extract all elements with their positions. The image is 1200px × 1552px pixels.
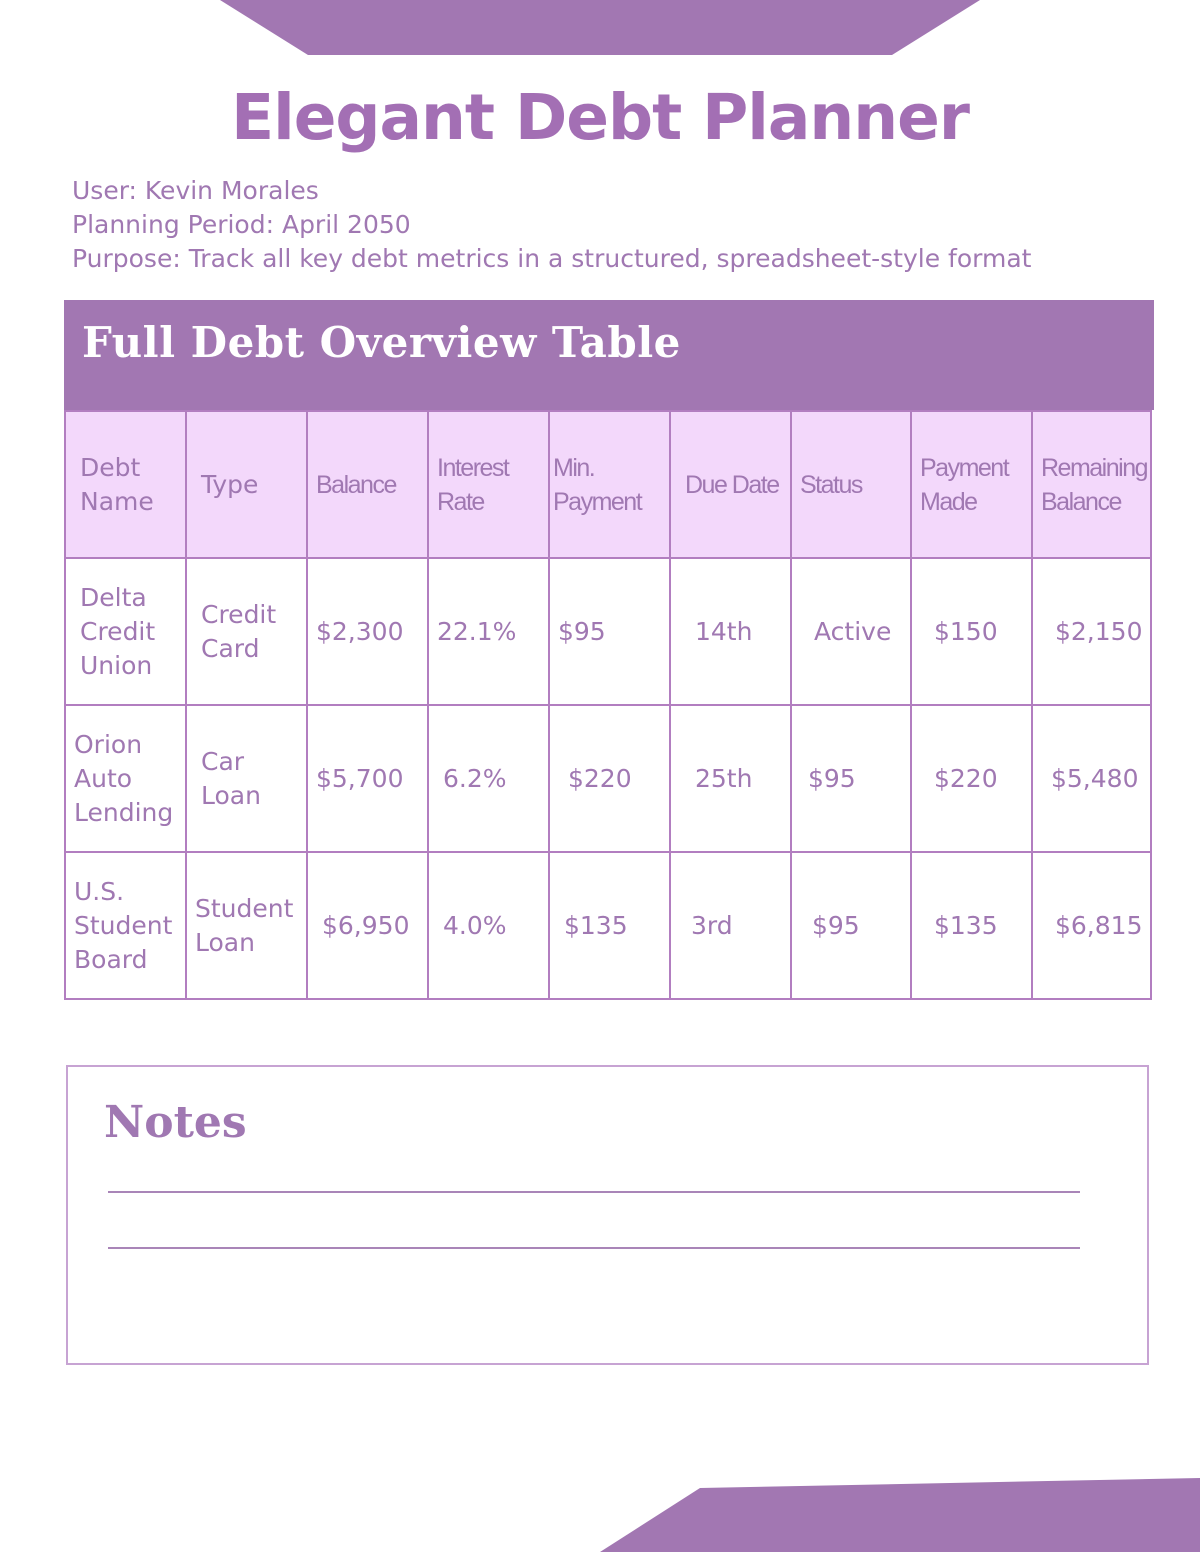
cell-balance: $6,950 (307, 852, 428, 999)
cell-debt-name: Orion Auto Lending (65, 705, 186, 852)
notes-title: Notes (104, 1097, 247, 1148)
cell-interest-rate: 6.2% (428, 705, 549, 852)
table-row (65, 705, 1151, 852)
cell-balance: $2,300 (307, 558, 428, 705)
table-title-banner (64, 300, 1154, 410)
cell-due-date: 14th (670, 558, 791, 705)
cell-balance: $5,700 (307, 705, 428, 852)
cell-min-payment: $95 (549, 558, 670, 705)
cell-due-date: 3rd (670, 852, 791, 999)
header-min-payment: Min. Payment (549, 411, 670, 558)
cell-interest-rate: 4.0% (428, 852, 549, 999)
cell-type: Credit Card (186, 558, 307, 705)
planner-meta (72, 174, 1031, 276)
bottom-decorative-banner (600, 1478, 1200, 1552)
cell-status: $95 (791, 852, 911, 999)
cell-debt-name: U.S. Student Board (65, 852, 186, 999)
header-type: Type (186, 411, 307, 558)
debt-overview-table (64, 410, 1152, 1000)
cell-type: Car Loan (186, 705, 307, 852)
cell-remaining-balance: $6,815 (1032, 852, 1151, 999)
header-status: Status (791, 411, 911, 558)
header-interest-rate: Interest Rate (428, 411, 549, 558)
header-payment-made: Payment Made (911, 411, 1032, 558)
cell-min-payment: $220 (549, 705, 670, 852)
cell-status: Active (791, 558, 911, 705)
cell-type: Student Loan (186, 852, 307, 999)
page-title: Elegant Debt Planner (231, 81, 969, 154)
cell-due-date: 25th (670, 705, 791, 852)
table-title: Full Debt Overview Table (82, 318, 681, 367)
table-row (65, 558, 1151, 705)
notes-box (66, 1065, 1149, 1365)
planning-period-line: Planning Period: April 2050 (72, 210, 411, 239)
table-header-row (65, 411, 1151, 558)
top-decorative-banner (220, 0, 980, 55)
table-row (65, 852, 1151, 999)
cell-payment-made: $150 (911, 558, 1032, 705)
cell-payment-made: $135 (911, 852, 1032, 999)
header-balance: Balance (307, 411, 428, 558)
notes-line[interactable] (108, 1191, 1080, 1193)
cell-min-payment: $135 (549, 852, 670, 999)
user-line: User: Kevin Morales (72, 176, 319, 205)
cell-remaining-balance: $5,480 (1032, 705, 1151, 852)
header-remaining-balance: Remaining Balance (1032, 411, 1151, 558)
cell-interest-rate: 22.1% (428, 558, 549, 705)
cell-debt-name: Delta Credit Union (65, 558, 186, 705)
cell-status: $95 (791, 705, 911, 852)
purpose-line: Purpose: Track all key debt metrics in a structured, spreadsheet-style format (72, 244, 1032, 273)
cell-remaining-balance: $2,150 (1032, 558, 1151, 705)
cell-payment-made: $220 (911, 705, 1032, 852)
notes-line[interactable] (108, 1247, 1080, 1249)
header-due-date: Due Date (670, 411, 791, 558)
header-debt-name: Debt Name (65, 411, 186, 558)
